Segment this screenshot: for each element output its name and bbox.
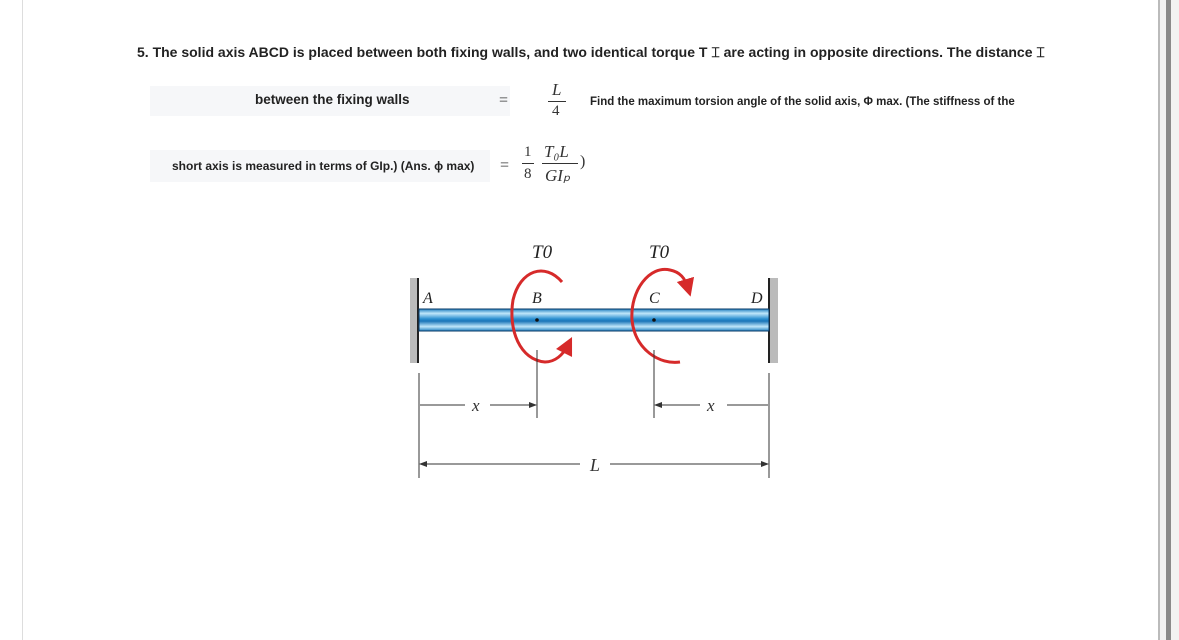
fraction-denominator: GIₚ [545, 166, 571, 185]
equals-sign: = [500, 157, 510, 174]
dimension-x-left: x [472, 396, 480, 415]
label-d: D [751, 290, 763, 307]
question-text: 5. The solid axis ABCD is placed between both fixing walls, and two identical torque T ⌶ are acting in opposite directions. The distance ⌶ [137, 44, 1045, 60]
label-b: B [532, 290, 542, 307]
point-c [652, 318, 656, 322]
torque-label-c: T0 [649, 242, 670, 263]
shaft [419, 309, 769, 331]
wall-right [770, 278, 778, 363]
fraction-numerator: T₀L [544, 142, 569, 161]
torque-label-b: T0 [532, 242, 553, 263]
fraction-denominator: 8 [524, 166, 532, 182]
question-line-2: between the fixing walls [255, 92, 410, 107]
fraction-numerator: 1 [524, 144, 532, 160]
point-b [535, 318, 539, 322]
label-a: A [423, 290, 433, 307]
fraction-denominator: 4 [552, 103, 560, 119]
wall-left [410, 278, 418, 363]
fraction-numerator: L [552, 80, 562, 99]
dimension-l: L [590, 455, 601, 475]
dimension-x-right: x [707, 396, 715, 415]
question-line-4: short axis is measured in terms of GIp.) (Ans. ɸ max) [172, 159, 475, 173]
equals-sign: = [499, 92, 509, 109]
label-c: C [649, 290, 660, 307]
question-line-3: Find the maximum torsion angle of the solid axis, Φ max. (The stiffness of the [590, 96, 1015, 108]
closing-paren: ) [580, 153, 586, 170]
